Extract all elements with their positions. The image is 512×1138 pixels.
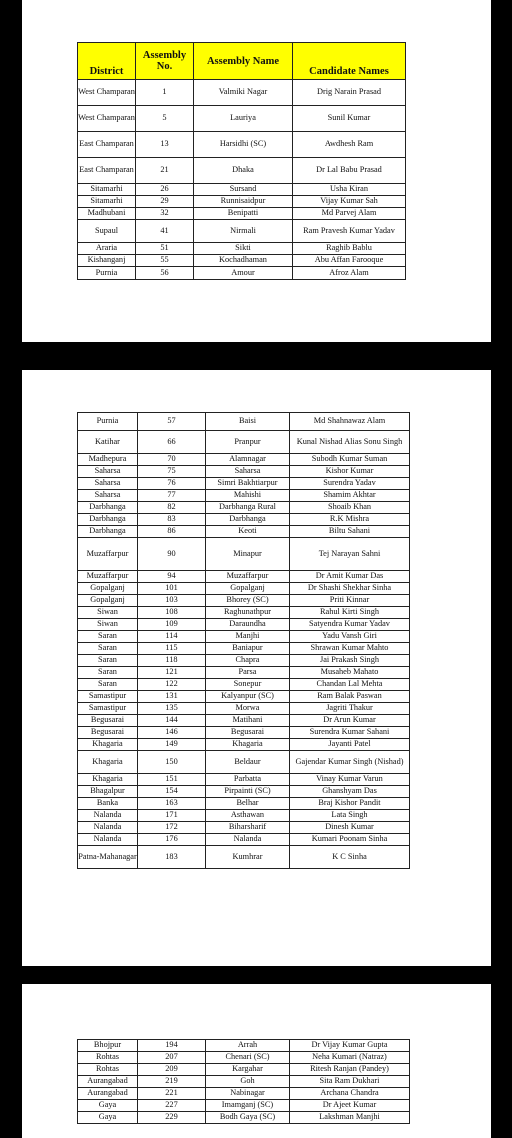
table-row <box>78 727 410 739</box>
district-cell: Nalanda <box>78 810 138 822</box>
assembly-no-cell: 90 <box>138 538 206 571</box>
candidate-name-cell: Neha Kumari (Natraz) <box>290 1052 410 1064</box>
table-row <box>78 810 410 822</box>
assembly-no-cell: 154 <box>138 786 206 798</box>
district-cell: Sitamarhi <box>78 184 136 196</box>
table-row <box>78 631 410 643</box>
candidate-name-cell: Kunal Nishad Alias Sonu Singh <box>290 431 410 454</box>
candidate-name-cell: Dinesh Kumar <box>290 822 410 834</box>
district-cell: Saharsa <box>78 478 138 490</box>
table-row <box>78 739 410 751</box>
assembly-no-cell: 66 <box>138 431 206 454</box>
assembly-name-cell: Beldaur <box>206 751 290 774</box>
district-cell: Kishanganj <box>78 255 136 267</box>
assembly-no-cell: 56 <box>136 267 194 280</box>
candidate-name-cell: Md Parvej Alam <box>293 208 406 220</box>
candidate-table-page-3 <box>77 1039 410 1124</box>
assembly-name-cell: Keoti <box>206 526 290 538</box>
table-row <box>78 514 410 526</box>
table-row <box>78 478 410 490</box>
table-row <box>78 679 410 691</box>
table-row <box>78 571 410 583</box>
district-cell: Sitamarhi <box>78 196 136 208</box>
candidate-name-cell: Awdhesh Ram <box>293 132 406 158</box>
assembly-no-cell: 55 <box>136 255 194 267</box>
table-row <box>78 454 410 466</box>
district-cell: East Champaran <box>78 132 136 158</box>
table-row <box>78 80 406 106</box>
assembly-no-cell: 103 <box>138 595 206 607</box>
assembly-no-cell: 183 <box>138 846 206 869</box>
assembly-no-cell: 83 <box>138 514 206 526</box>
assembly-name-cell: Mahishi <box>206 490 290 502</box>
district-cell: Banka <box>78 798 138 810</box>
assembly-no-cell: 109 <box>138 619 206 631</box>
header-assembly-name: Assembly Name <box>194 43 293 80</box>
district-cell: Begusarai <box>78 727 138 739</box>
assembly-name-cell: Biharsharif <box>206 822 290 834</box>
table-row <box>78 502 410 514</box>
district-cell: Madhubani <box>78 208 136 220</box>
assembly-name-cell: Nabinagar <box>206 1088 290 1100</box>
district-cell: Bhagalpur <box>78 786 138 798</box>
candidate-name-cell: Sunil Kumar <box>293 106 406 132</box>
assembly-name-cell: Muzaffarpur <box>206 571 290 583</box>
candidate-name-cell: Rahul Kirti Singh <box>290 607 410 619</box>
assembly-no-cell: 32 <box>136 208 194 220</box>
assembly-no-cell: 122 <box>138 679 206 691</box>
district-cell: Saran <box>78 643 138 655</box>
district-cell: Katihar <box>78 431 138 454</box>
candidate-name-cell: Dr Arun Kumar <box>290 715 410 727</box>
table-row <box>78 267 406 280</box>
district-cell: Darbhanga <box>78 526 138 538</box>
assembly-no-cell: 151 <box>138 774 206 786</box>
assembly-no-cell: 5 <box>136 106 194 132</box>
assembly-no-cell: 229 <box>138 1112 206 1124</box>
assembly-name-cell: Dhaka <box>194 158 293 184</box>
assembly-no-cell: 144 <box>138 715 206 727</box>
district-cell: Muzaffarpur <box>78 538 138 571</box>
candidate-name-cell: Lakshman Manjhi <box>290 1112 410 1124</box>
assembly-name-cell: Darbhanga Rural <box>206 502 290 514</box>
assembly-no-cell: 135 <box>138 703 206 715</box>
table-row <box>78 607 410 619</box>
table-row <box>78 413 410 431</box>
table-row <box>78 196 406 208</box>
table-row <box>78 595 410 607</box>
district-cell: Gopalganj <box>78 583 138 595</box>
assembly-name-cell: Chapra <box>206 655 290 667</box>
assembly-no-cell: 115 <box>138 643 206 655</box>
table-row <box>78 466 410 478</box>
assembly-name-cell: Kochadhaman <box>194 255 293 267</box>
table-row <box>78 583 410 595</box>
district-cell: Madhepura <box>78 454 138 466</box>
district-cell: Patna-Mahanagar <box>78 846 138 869</box>
candidate-name-cell: Kumari Poonam Sinha <box>290 834 410 846</box>
document-page-1 <box>22 0 491 342</box>
assembly-name-cell: Alamnagar <box>206 454 290 466</box>
assembly-no-cell: 114 <box>138 631 206 643</box>
candidate-name-cell: Dr Shashi Shekhar Sinha <box>290 583 410 595</box>
district-cell: Saran <box>78 667 138 679</box>
assembly-name-cell: Bhorey (SC) <box>206 595 290 607</box>
district-cell: Samastipur <box>78 703 138 715</box>
assembly-name-cell: Pirpainti (SC) <box>206 786 290 798</box>
assembly-name-cell: Sursand <box>194 184 293 196</box>
district-cell: Darbhanga <box>78 502 138 514</box>
candidate-name-cell: Afroz Alam <box>293 267 406 280</box>
assembly-no-cell: 1 <box>136 80 194 106</box>
district-cell: Rohtas <box>78 1052 138 1064</box>
assembly-no-cell: 51 <box>136 243 194 255</box>
candidate-table-page-2 <box>77 412 410 869</box>
candidate-name-cell: Abu Affan Farooque <box>293 255 406 267</box>
assembly-no-cell: 163 <box>138 798 206 810</box>
candidate-name-cell: Vijay Kumar Sah <box>293 196 406 208</box>
assembly-name-cell: Pranpur <box>206 431 290 454</box>
candidate-name-cell: Vinay Kumar Varun <box>290 774 410 786</box>
candidate-name-cell: Usha Kiran <box>293 184 406 196</box>
district-cell: Saran <box>78 679 138 691</box>
district-cell: Siwan <box>78 619 138 631</box>
district-cell: East Champaran <box>78 158 136 184</box>
assembly-name-cell: Sonepur <box>206 679 290 691</box>
table-row <box>78 751 410 774</box>
table-row <box>78 526 410 538</box>
table-row <box>78 1040 410 1052</box>
assembly-no-cell: 75 <box>138 466 206 478</box>
assembly-name-cell: Asthawan <box>206 810 290 822</box>
district-cell: Khagaria <box>78 739 138 751</box>
district-cell: Khagaria <box>78 774 138 786</box>
district-cell: Aurangabad <box>78 1088 138 1100</box>
table-row <box>78 643 410 655</box>
table-row <box>78 243 406 255</box>
assembly-no-cell: 118 <box>138 655 206 667</box>
candidate-name-cell: Tej Narayan Sahni <box>290 538 410 571</box>
table-row <box>78 490 410 502</box>
assembly-name-cell: Lauriya <box>194 106 293 132</box>
assembly-name-cell: Daraundha <box>206 619 290 631</box>
district-cell: Begusarai <box>78 715 138 727</box>
assembly-no-cell: 146 <box>138 727 206 739</box>
assembly-name-cell: Sikti <box>194 243 293 255</box>
table-row <box>78 715 410 727</box>
district-cell: Gopalganj <box>78 595 138 607</box>
candidate-name-cell: Dr Vijay Kumar Gupta <box>290 1040 410 1052</box>
assembly-no-cell: 131 <box>138 691 206 703</box>
candidate-name-cell: Jagriti Thakur <box>290 703 410 715</box>
assembly-no-cell: 94 <box>138 571 206 583</box>
candidate-name-cell: Surendra Kumar Sahani <box>290 727 410 739</box>
district-cell: Supaul <box>78 220 136 243</box>
candidate-name-cell: Jayanti Patel <box>290 739 410 751</box>
assembly-name-cell: Raghunathpur <box>206 607 290 619</box>
assembly-no-cell: 219 <box>138 1076 206 1088</box>
assembly-name-cell: Parsa <box>206 667 290 679</box>
assembly-name-cell: Benipatti <box>194 208 293 220</box>
district-cell: Khagaria <box>78 751 138 774</box>
assembly-no-cell: 70 <box>138 454 206 466</box>
table-row <box>78 538 410 571</box>
assembly-name-cell: Amour <box>194 267 293 280</box>
assembly-name-cell: Gopalganj <box>206 583 290 595</box>
table-row <box>78 834 410 846</box>
district-cell: Gaya <box>78 1112 138 1124</box>
district-cell: West Champaran <box>78 80 136 106</box>
candidate-name-cell: R.K Mishra <box>290 514 410 526</box>
table-row <box>78 691 410 703</box>
candidate-name-cell: Lata Singh <box>290 810 410 822</box>
candidate-name-cell: Biltu Sahani <box>290 526 410 538</box>
table-row <box>78 132 406 158</box>
assembly-name-cell: Goh <box>206 1076 290 1088</box>
assembly-name-cell: Bodh Gaya (SC) <box>206 1112 290 1124</box>
assembly-name-cell: Manjhi <box>206 631 290 643</box>
table-header-row <box>78 43 406 80</box>
district-cell: Darbhanga <box>78 514 138 526</box>
table-row <box>78 619 410 631</box>
candidate-name-cell: Shrawan Kumar Mahto <box>290 643 410 655</box>
assembly-no-cell: 86 <box>138 526 206 538</box>
assembly-name-cell: Morwa <box>206 703 290 715</box>
candidate-name-cell: Jai Prakash Singh <box>290 655 410 667</box>
assembly-name-cell: Baisi <box>206 413 290 431</box>
assembly-no-cell: 176 <box>138 834 206 846</box>
table-row <box>78 1088 410 1100</box>
candidate-name-cell: Musaheb Mahato <box>290 667 410 679</box>
assembly-name-cell: Imamganj (SC) <box>206 1100 290 1112</box>
district-cell: Gaya <box>78 1100 138 1112</box>
assembly-no-cell: 207 <box>138 1052 206 1064</box>
district-cell: Saharsa <box>78 490 138 502</box>
district-cell: Muzaffarpur <box>78 571 138 583</box>
assembly-name-cell: Nirmali <box>194 220 293 243</box>
table-row <box>78 431 410 454</box>
district-cell: Siwan <box>78 607 138 619</box>
candidate-name-cell: Ram Balak Paswan <box>290 691 410 703</box>
candidate-name-cell: Sita Ram Dukhari <box>290 1076 410 1088</box>
district-cell: Nalanda <box>78 834 138 846</box>
table-row <box>78 184 406 196</box>
table-row <box>78 822 410 834</box>
table-row <box>78 1076 410 1088</box>
candidate-name-cell: K C Sinha <box>290 846 410 869</box>
district-cell: Aurangabad <box>78 1076 138 1088</box>
district-cell: Saran <box>78 655 138 667</box>
table-row <box>78 1112 410 1124</box>
assembly-name-cell: Belhar <box>206 798 290 810</box>
district-cell: Rohtas <box>78 1064 138 1076</box>
table-row <box>78 798 410 810</box>
district-cell: Araria <box>78 243 136 255</box>
candidate-name-cell: Shoaib Khan <box>290 502 410 514</box>
candidate-name-cell: Yadu Vansh Giri <box>290 631 410 643</box>
assembly-name-cell: Nalanda <box>206 834 290 846</box>
candidate-name-cell: Dr Ajeet Kumar <box>290 1100 410 1112</box>
candidate-name-cell: Kishor Kumar <box>290 466 410 478</box>
assembly-name-cell: Chenari (SC) <box>206 1052 290 1064</box>
candidate-name-cell: Ritesh Ranjan (Pandey) <box>290 1064 410 1076</box>
candidate-name-cell: Chandan Lal Mehta <box>290 679 410 691</box>
document-page-3 <box>22 984 491 1138</box>
assembly-name-cell: Valmiki Nagar <box>194 80 293 106</box>
assembly-name-cell: Kumhrar <box>206 846 290 869</box>
district-cell: Samastipur <box>78 691 138 703</box>
table-row <box>78 158 406 184</box>
assembly-name-cell: Parbatta <box>206 774 290 786</box>
document-page-2 <box>22 370 491 966</box>
candidate-name-cell: Braj Kishor Pandit <box>290 798 410 810</box>
assembly-name-cell: Arrah <box>206 1040 290 1052</box>
candidate-table-page-1 <box>77 42 406 280</box>
table-row <box>78 774 410 786</box>
candidate-name-cell: Raghib Bablu <box>293 243 406 255</box>
candidate-name-cell: Ram Pravesh Kumar Yadav <box>293 220 406 243</box>
assembly-name-cell: Saharsa <box>206 466 290 478</box>
table-row <box>78 1052 410 1064</box>
candidate-name-cell: Md Shahnawaz Alam <box>290 413 410 431</box>
assembly-name-cell: Matihani <box>206 715 290 727</box>
candidate-name-cell: Surendra Yadav <box>290 478 410 490</box>
table-row <box>78 220 406 243</box>
candidate-name-cell: Dr Amit Kumar Das <box>290 571 410 583</box>
assembly-no-cell: 209 <box>138 1064 206 1076</box>
table-row <box>78 703 410 715</box>
table-row <box>78 255 406 267</box>
header-candidate-names: Candidate Names <box>293 43 406 80</box>
assembly-no-cell: 29 <box>136 196 194 208</box>
assembly-no-cell: 77 <box>138 490 206 502</box>
candidate-name-cell: Gajendar Kumar Singh (Nishad) <box>290 751 410 774</box>
assembly-no-cell: 76 <box>138 478 206 490</box>
district-cell: Purnia <box>78 267 136 280</box>
assembly-no-cell: 101 <box>138 583 206 595</box>
assembly-no-cell: 26 <box>136 184 194 196</box>
table-row <box>78 208 406 220</box>
candidate-name-cell: Ghanshyam Das <box>290 786 410 798</box>
table-row <box>78 655 410 667</box>
assembly-no-cell: 227 <box>138 1100 206 1112</box>
candidate-name-cell: Priti Kinnar <box>290 595 410 607</box>
district-cell: Saran <box>78 631 138 643</box>
assembly-name-cell: Simri Bakhtiarpur <box>206 478 290 490</box>
district-cell: Purnia <box>78 413 138 431</box>
header-assembly-no: Assembly No. <box>136 43 194 80</box>
district-cell: Nalanda <box>78 822 138 834</box>
table-row <box>78 106 406 132</box>
assembly-no-cell: 194 <box>138 1040 206 1052</box>
table-row <box>78 786 410 798</box>
candidate-name-cell: Drig Narain Prasad <box>293 80 406 106</box>
assembly-no-cell: 41 <box>136 220 194 243</box>
assembly-name-cell: Harsidhi (SC) <box>194 132 293 158</box>
assembly-name-cell: Khagaria <box>206 739 290 751</box>
candidate-name-cell: Dr Lal Babu Prasad <box>293 158 406 184</box>
assembly-name-cell: Kargahar <box>206 1064 290 1076</box>
candidate-name-cell: Satyendra Kumar Yadav <box>290 619 410 631</box>
assembly-no-cell: 149 <box>138 739 206 751</box>
assembly-no-cell: 57 <box>138 413 206 431</box>
assembly-no-cell: 82 <box>138 502 206 514</box>
assembly-no-cell: 13 <box>136 132 194 158</box>
district-cell: West Champaran <box>78 106 136 132</box>
assembly-no-cell: 172 <box>138 822 206 834</box>
assembly-no-cell: 121 <box>138 667 206 679</box>
assembly-no-cell: 150 <box>138 751 206 774</box>
header-district: District <box>78 43 136 80</box>
candidate-name-cell: Archana Chandra <box>290 1088 410 1100</box>
table-row <box>78 1100 410 1112</box>
assembly-no-cell: 21 <box>136 158 194 184</box>
district-cell: Saharsa <box>78 466 138 478</box>
candidate-name-cell: Shamim Akhtar <box>290 490 410 502</box>
assembly-no-cell: 108 <box>138 607 206 619</box>
assembly-name-cell: Darbhanga <box>206 514 290 526</box>
assembly-name-cell: Kalyanpur (SC) <box>206 691 290 703</box>
assembly-name-cell: Runnisaidpur <box>194 196 293 208</box>
assembly-no-cell: 171 <box>138 810 206 822</box>
assembly-name-cell: Begusarai <box>206 727 290 739</box>
table-row <box>78 1064 410 1076</box>
district-cell: Bhojpur <box>78 1040 138 1052</box>
assembly-name-cell: Minapur <box>206 538 290 571</box>
assembly-name-cell: Baniapur <box>206 643 290 655</box>
table-row <box>78 667 410 679</box>
assembly-no-cell: 221 <box>138 1088 206 1100</box>
candidate-name-cell: Subodh Kumar Suman <box>290 454 410 466</box>
table-row <box>78 846 410 869</box>
